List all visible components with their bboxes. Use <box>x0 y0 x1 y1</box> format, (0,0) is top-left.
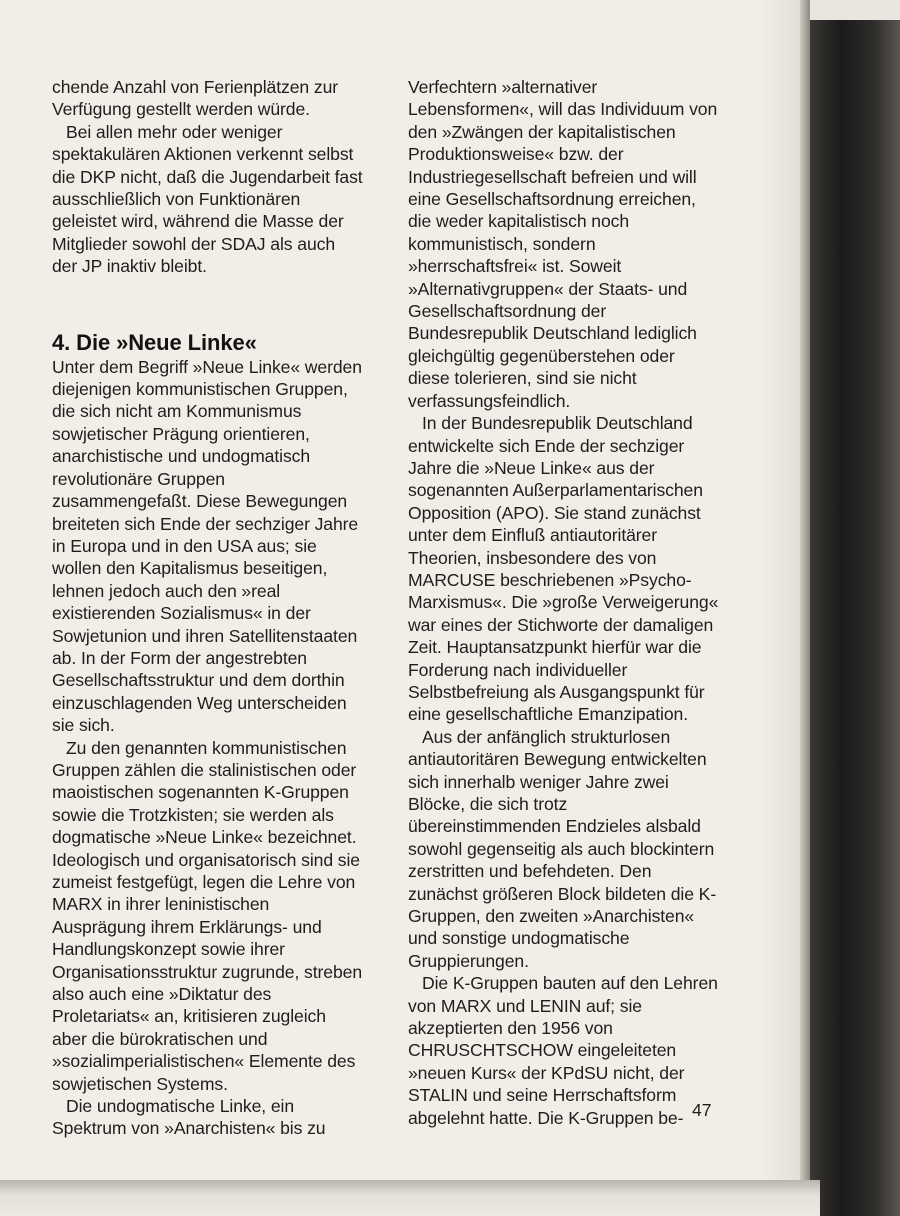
paragraph: Verfechtern »alternativer Lebensformen«, will das Individuum von den »Zwängen der kapitalistischen Produktionsweise« bzw. der Industriegesellschaft befreien und will eine Gesellschaftsordnung erreichen, die weder kapitalistisch noch kommunistisch, sondern »herrschaftsfrei« ist. Soweit »Alternativgruppen« der Staats- und Gesellschaftsordnung der Bundesrepublik Deutschland lediglich gleichgültig gegenüberstehen oder diese tolerieren, sind sie nicht verfassungsfeindlich. <box>408 77 718 411</box>
paragraph: Zu den genannten kommunistischen Gruppen zählen die stalinistischen oder maoistischen sogenannten K-Gruppen sowie die Trotzkisten; sie werden als dogmatische »Neue Linke« bezeichnet. Ideologisch und organisatorisch sind sie zumeist festgefügt, legen die Lehre von MARX in ihrer leninistischen Ausprägung ihrem Erklärungs- und Handlungskonzept sowie ihrer Organisationsstruktur zugrunde, streben also auch eine »Diktatur des Proletariats« an, kritisieren zugleich aber die bürokratischen und »sozialimperialistischen« Elemente des sowjetischen Systems. <box>52 737 363 1094</box>
paragraph: In der Bundesrepublik Deutschland entwickelte sich Ende der sechziger Jahre die »Neue Linke« aus der sogenannten Außerparlamentarischen Opposition (APO). Sie stand zunächst unter dem Einfluß antiautoritärer Theorien, insbesondere des von MARCUSE beschriebenen »Psycho-Marxismus«. Die »große Verweigerung« war eines der Stichworte der damaligen Zeit. Hauptansatzpunkt hierfür war die Forderung nach individueller Selbstbefreiung als Ausgangspunkt für eine gesellschaftliche Emanzipation. <box>408 413 719 725</box>
page-number: 47 <box>692 1100 712 1120</box>
paragraph: Aus der anfänglich strukturlosen antiautoritären Bewegung entwickelten sich innerhalb weniger Jahre zwei Blöcke, die sich trotz übereinstimmenden Endzieles alsbald sowohl gegenseitig als auch blockintern zerstritten und befehdeten. Den zunächst größeren Block bildeten die K-Gruppen, den zweiten »Anarchisten« und sonstige undogmatische Gruppierungen. <box>408 726 717 971</box>
book-spine <box>810 20 900 1216</box>
right-text-column <box>408 76 720 1129</box>
bottom-page-edge <box>0 1180 820 1216</box>
paragraph: Unter dem Begriff »Neue Linke« werden diejenigen kommunistischen Gruppen, die sich nicht am Kommunismus sowjetischer Prägung orientieren, anarchistische und undogmatisch revolutionäre Gruppen zusammengefaßt. Diese Bewegungen breiteten sich Ende der sechziger Jahre in Europa und in den USA aus; sie wollen den Kapitalismus beseitigen, lehnen jedoch auch den »real existierenden Sozialismus« in der Sowjetunion und ihren Satellitenstaaten ab. In der Form der angestrebten Gesellschaftsstruktur und dem dorthin einzuschlagenden Weg unterscheiden sie sich. <box>52 356 362 736</box>
page-edge <box>800 0 810 1180</box>
left-text-column <box>52 76 364 1140</box>
paragraph: Die K-Gruppen bauten auf den Lehren von MARX und LENIN auf; sie akzeptierten den 1956 von CHRUSCHTSCHOW eingeleiteten »neuen Kurs« der KPdSU nicht, der STALIN und seine Herrschaftsform abgelehnt hatte. Die K-Gruppen be- <box>408 973 718 1128</box>
paragraph: Bei allen mehr oder weniger spektakulären Aktionen verkennt selbst die DKP nicht, daß die Jugendarbeit fast ausschließlich von Funktionären geleistet wird, während die Masse der Mitglieder sowohl der SDAJ als auch der JP inaktiv bleibt. <box>52 121 363 277</box>
section-heading: 4. Die »Neue Linke« <box>52 329 257 355</box>
paragraph: Die undogmatische Linke, ein Spektrum von »Anarchisten« bis zu <box>52 1096 326 1139</box>
paragraph: chende Anzahl von Ferienplätzen zur Verfügung gestellt werden würde. <box>52 77 339 120</box>
